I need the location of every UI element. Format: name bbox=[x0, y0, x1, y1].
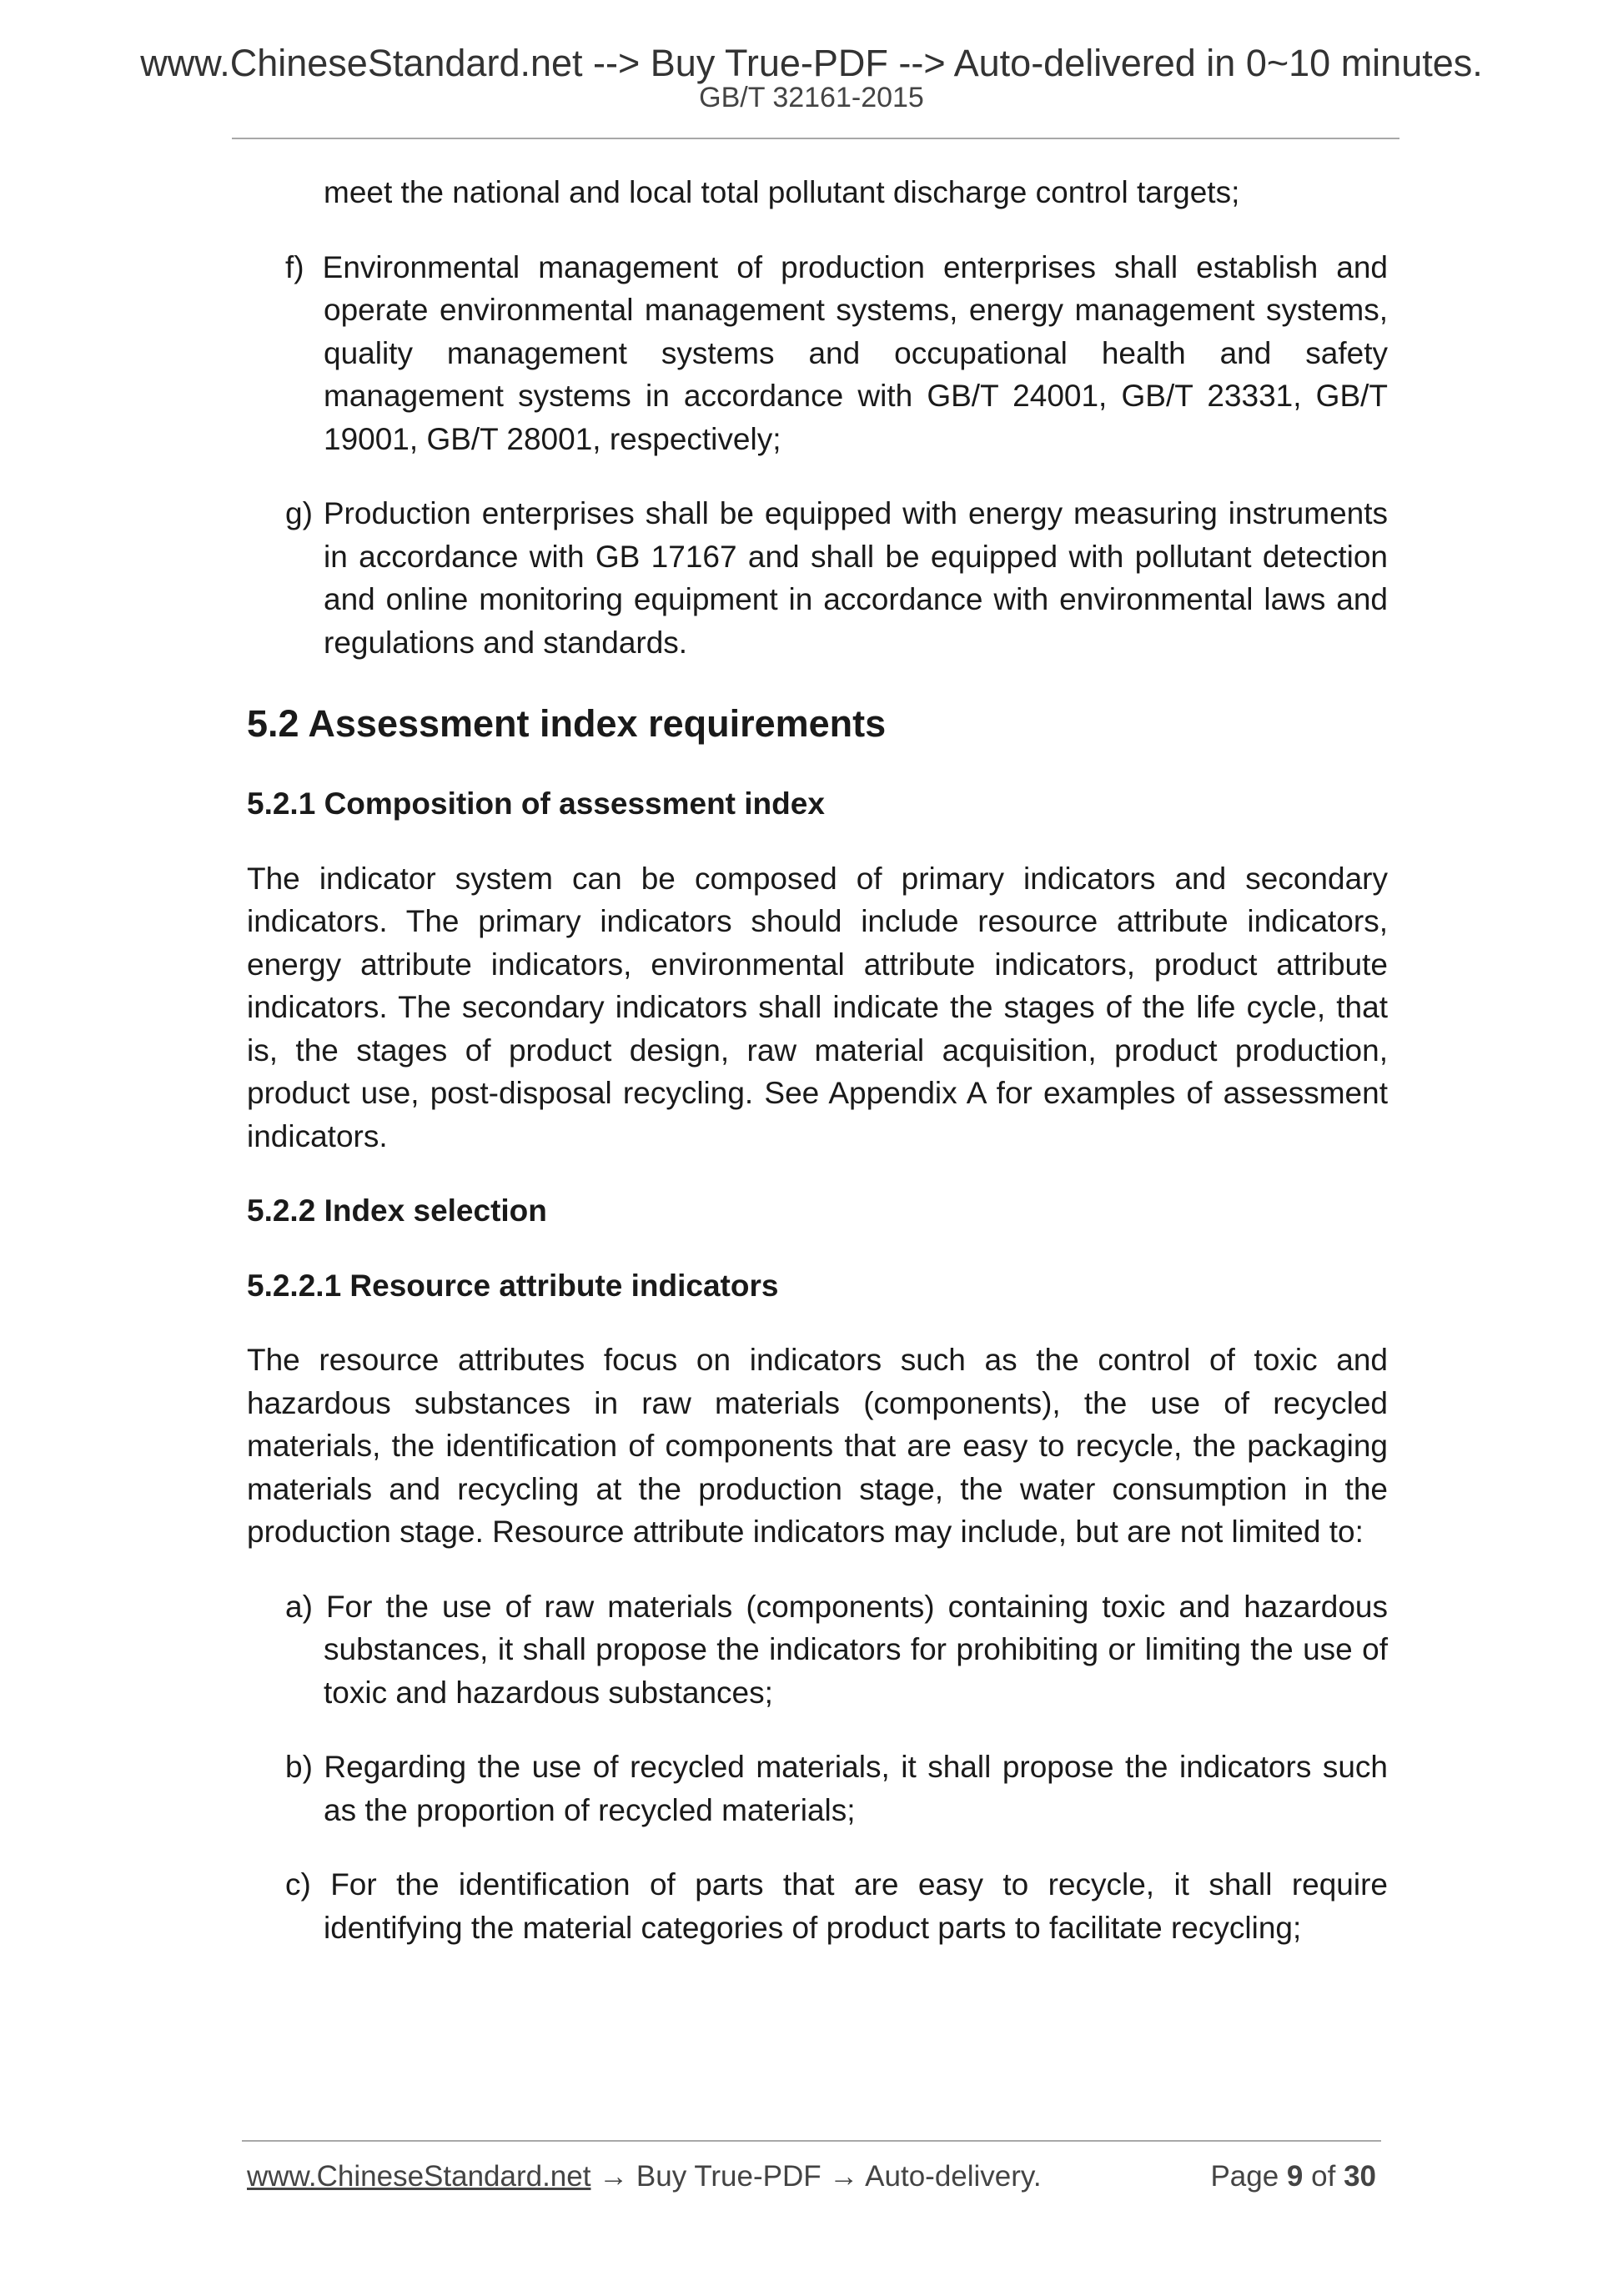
page-total: 30 bbox=[1344, 2160, 1376, 2193]
page-label: Page bbox=[1210, 2160, 1279, 2193]
list-item-b: b) Regarding the use of recycled materials, it shall propose the indicators such as the proportion of recycled materials; bbox=[285, 1750, 1388, 1827]
footer-promo bbox=[247, 2158, 1042, 2195]
page-content bbox=[247, 171, 1388, 1949]
subsection-heading-5-2-2-1: 5.2.2.1 Resource attribute indicators bbox=[247, 1268, 779, 1303]
list-item-g: g) Production enterprises shall be equipped with energy measuring instruments in accordance with GB 17167 and shall be equipped with pollutant detection and online monitoring equipment in accordance with environmental laws and regulations and standards. bbox=[285, 496, 1388, 660]
page-number: 9 bbox=[1286, 2160, 1304, 2193]
subsection-heading-5-2-1: 5.2.1 Composition of assessment index bbox=[247, 786, 825, 821]
footer-divider bbox=[242, 2140, 1381, 2142]
list-item-a: a) For the use of raw materials (components) containing toxic and hazardous substances, it shall propose the indicators for prohibiting or limiting the use of toxic and hazardous substances; bbox=[285, 1589, 1388, 1710]
subsection-heading-5-2-2: 5.2.2 Index selection bbox=[247, 1193, 547, 1228]
top-banner: www.ChineseStandard.net --> Buy True-PDF --> Auto-delivered in 0~10 minutes. bbox=[140, 42, 1483, 84]
of-label: of bbox=[1311, 2160, 1336, 2193]
standard-code: GB/T 32161-2015 bbox=[699, 82, 924, 113]
header-divider bbox=[232, 138, 1399, 139]
list-item-f: f) Environmental management of production enterprises shall establish and operate environmental management systems, energy management systems, quality management systems and occupational health and safety management systems in accordance with GB/T 24001, GB/T 23331, GB/T 19001, GB/T 28001, respectively; bbox=[285, 249, 1388, 456]
footer-promo-text: → Buy True-PDF → Auto-delivery. bbox=[590, 2160, 1042, 2193]
footer-website-link[interactable]: www.ChineseStandard.net bbox=[247, 2160, 591, 2193]
list-item-c: c) For the identification of parts that are easy to recycle, it shall require identifying the material categories of product parts to facilitate recycling; bbox=[285, 1867, 1388, 1945]
item-e-continuation: meet the national and local total pollutant discharge control targets; bbox=[324, 175, 1240, 209]
paragraph-5-2-1: The indicator system can be composed of primary indicators and secondary indicators. The primary indicators should include resource attribute indicators, energy attribute indicators, environmental attribute indicators, product attribute indicators. The secondary indicators shall indicate the stages of the life cycle, that is, the stages of product design, raw material acquisition, product production, product use, post-disposal recycling. See Appendix A for examples of assessment indicators. bbox=[247, 861, 1388, 1153]
page-indicator bbox=[1210, 2158, 1376, 2195]
paragraph-5-2-2-1: The resource attributes focus on indicators such as the control of toxic and hazardous substances in raw materials (components), the use of recycled materials, the identification of components that are easy to recycle, the packaging materials and recycling at the production stage, the water consumption in the production stage. Resource attribute indicators may include, but are not limited to: bbox=[247, 1343, 1388, 1549]
section-heading-5-2: 5.2 Assessment index requirements bbox=[247, 702, 887, 745]
